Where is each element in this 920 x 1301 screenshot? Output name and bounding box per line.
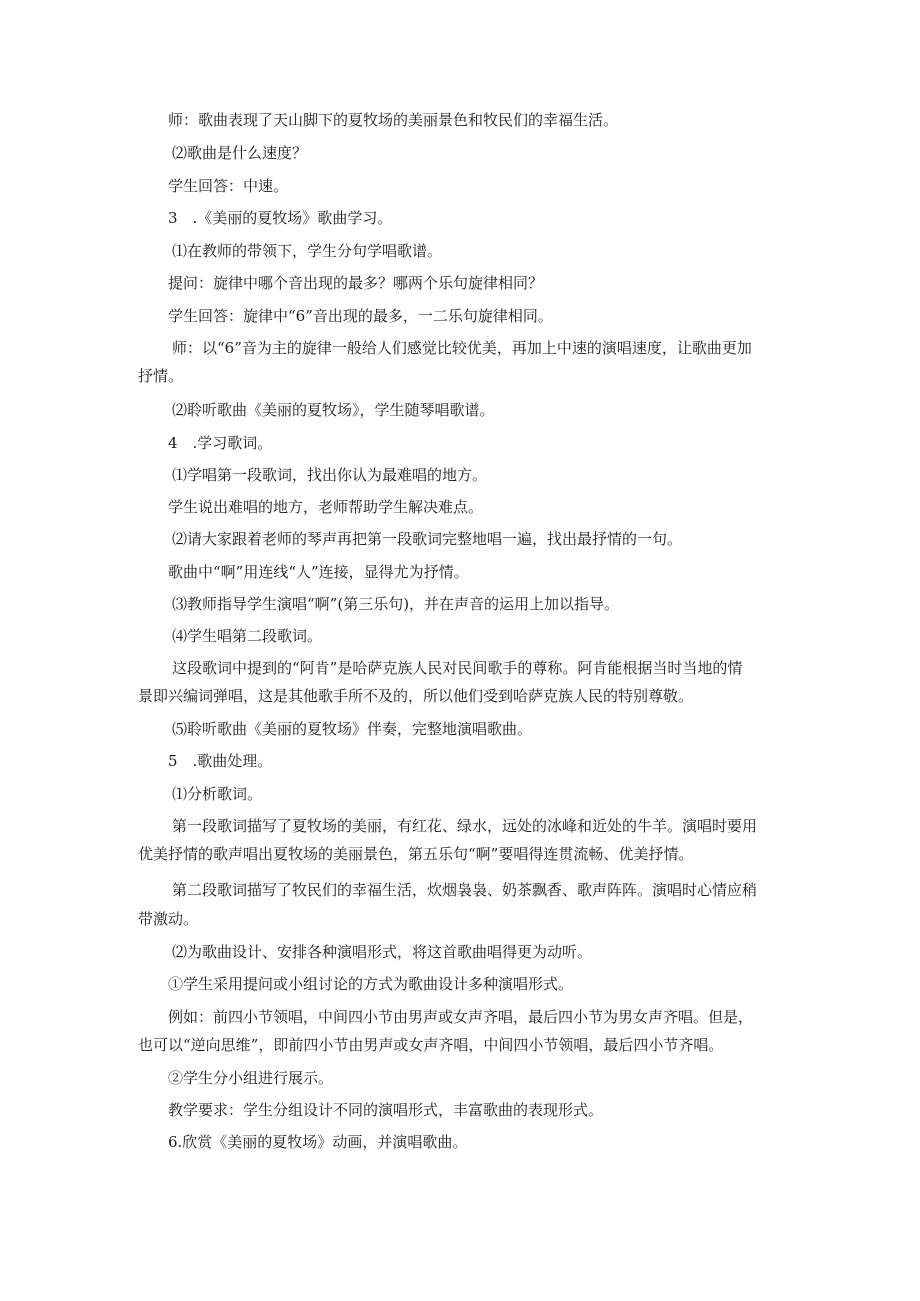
text-line: ②学生分小组进行展示。 <box>168 1069 334 1087</box>
text-line: 师：以“6”音为主的旋律一般给人们感觉比较优美，再加上中速的演唱速度，让歌曲更加 <box>172 339 752 357</box>
text-line: 5 .歌曲处理。 <box>168 752 273 770</box>
text-line: ①学生采用提问或小组讨论的方式为歌曲设计多种演唱形式。 <box>168 975 574 993</box>
text-line: 歌曲中“啊”用连线“人”连接，显得尤为抒情。 <box>168 563 469 581</box>
text-line: 提问：旋律中哪个音出现的最多？哪两个乐句旋律相同？ <box>168 274 544 292</box>
text-line: 3 .《美丽的夏牧场》歌曲学习。 <box>168 209 393 227</box>
text-line: ⑵为歌曲设计、安排各种演唱形式，将这首歌曲唱得更为动听。 <box>172 943 593 961</box>
text-line: 也可以“逆向思维”，即前四小节由男声或女声齐唱，中间四小节领唱，最后四小节齐唱。 <box>138 1036 724 1054</box>
text-line: ⑴在教师的带领下，学生分句学唱歌谱。 <box>172 242 443 260</box>
text-line: ⑵歌曲是什么速度？ <box>172 144 308 162</box>
text-line: 这段歌词中提到的“阿肯”是哈萨克族人民对民间歌手的尊称。阿肯能根据当时当地的情 <box>172 659 743 677</box>
text-line: 4 .学习歌词。 <box>168 434 273 452</box>
text-line: ⑷学生唱第二段歌词。 <box>172 627 323 645</box>
text-line: 6.欣赏《美丽的夏牧场》动画，并演唱歌曲。 <box>168 1133 468 1151</box>
text-line: ⑵聆听歌曲《美丽的夏牧场》，学生随琴唱歌谱。 <box>172 401 495 419</box>
text-line: 第一段歌词描写了夏牧场的美丽，有红花、绿水，远处的冰峰和近处的牛羊。演唱时要用 <box>172 817 758 835</box>
text-line: 学生回答：旋律中“6”音出现的最多，一二乐句旋律相同。 <box>168 307 553 325</box>
text-line: ⑴分析歌词。 <box>172 785 263 803</box>
text-line: 带激动。 <box>138 910 199 928</box>
text-line: 优美抒情的歌声唱出夏牧场的美丽景色，第五乐句“啊”要唱得连贯流畅、优美抒情。 <box>138 845 694 863</box>
text-line: 学生回答：中速。 <box>168 177 289 195</box>
text-line: 景即兴编词弹唱，这是其他歌手所不及的，所以他们受到哈萨克族人民的特别尊敬。 <box>138 687 694 705</box>
text-line: ⑵请大家跟着老师的琴声再把第一段歌词完整地唱一遍，找出最抒情的一句。 <box>172 530 683 548</box>
text-line: ⑴学唱第一段歌词，找出你认为最难唱的地方。 <box>172 466 488 484</box>
text-line: 学生说出难唱的地方，老师帮助学生解决难点。 <box>168 498 484 516</box>
text-line: 例如：前四小节领唱，中间四小节由男声或女声齐唱，最后四小节为男女声齐唱。但是， <box>168 1008 754 1026</box>
text-line: 教学要求：学生分组设计不同的演唱形式，丰富歌曲的表现形式。 <box>168 1101 604 1119</box>
text-line: 抒情。 <box>138 367 184 385</box>
text-line: ⑸聆听歌曲《美丽的夏牧场》伴奏，完整地演唱歌曲。 <box>172 720 533 738</box>
text-line: 第二段歌词描写了牧民们的幸福生活，炊烟袅袅、奶茶飘香、歌声阵阵。演唱时心情应稍 <box>172 881 758 899</box>
text-line: ⑶教师指导学生演唱“啊”(第三乐句)，并在声音的运用上加以指导。 <box>172 595 620 613</box>
text-line: 师：歌曲表现了天山脚下的夏牧场的美丽景色和牧民们的幸福生活。 <box>168 111 619 129</box>
